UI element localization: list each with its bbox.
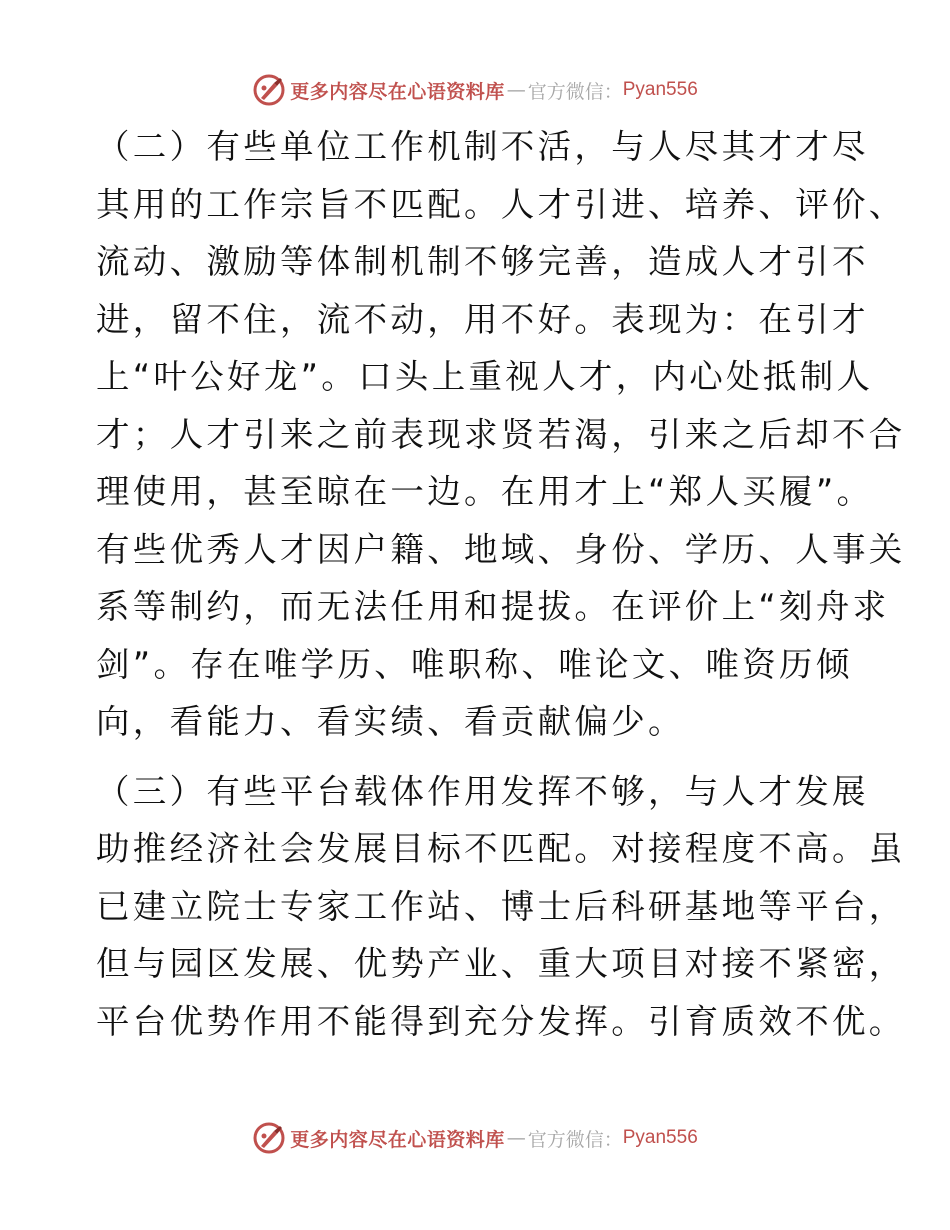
text-line: 助推经济社会发展目标不匹配。对接程度不高。虽 [96, 829, 906, 868]
text-line: 剑”。存在唯学历、唯职称、唯论文、唯资历倾 [96, 644, 853, 684]
banner-separator: — [506, 1127, 526, 1149]
wechat-label: 官方微信： [527, 80, 623, 103]
text-line: 向，看能力、看实绩、看贡献偏少。 [96, 702, 685, 741]
banner-separator: — [506, 79, 526, 101]
text-line: 上“叶公好龙”。口头上重视人才，内心处抵制人 [96, 357, 874, 396]
text-line: 才；人才引来之前表现求贤若渴，引来之后却不合 [96, 414, 906, 454]
site-text: 更多内容尽在心语资料库 [290, 80, 505, 103]
text-line: 但与园区发展、优势产业、重大项目对接不紧密， [96, 944, 906, 983]
document-body [96, 118, 906, 1050]
wechat-label: 官方微信： [527, 1128, 623, 1151]
text-line: （三）有些平台载体作用发挥不够，与人才发展 [96, 771, 869, 811]
paragraph-three [96, 763, 906, 1051]
paragraph-two [96, 118, 906, 751]
footer-banner [0, 1118, 950, 1158]
quill-logo-icon [252, 73, 286, 107]
text-line: 理使用，甚至晾在一边。在用才上“郑人买履”。 [96, 472, 874, 511]
text-line: 系等制约，而无法任用和提拔。在评价上“刻舟求 [96, 587, 890, 626]
text-line: 进，留不住，流不动，用不好。表现为：在引才 [96, 299, 869, 339]
wechat-id: Pyan556 [622, 79, 698, 100]
wechat-id: Pyan556 [622, 1127, 698, 1148]
text-line: 其用的工作宗旨不匹配。人才引进、培养、评价、 [96, 184, 906, 224]
site-text: 更多内容尽在心语资料库 [290, 1128, 505, 1151]
text-line: 已建立院士专家工作站、博士后科研基地等平台， [96, 886, 906, 926]
text-line: 有些优秀人才因户籍、地域、身份、学历、人事关 [96, 529, 906, 569]
text-line: （二）有些单位工作机制不活，与人尽其才才尽 [96, 127, 869, 166]
text-line: 流动、激励等体制机制不够完善，造成人才引不 [96, 242, 869, 281]
text-line: 平台优势作用不能得到充分发挥。引育质效不优。 [96, 1001, 906, 1041]
quill-logo-icon [252, 1121, 286, 1155]
header-banner [0, 70, 950, 110]
